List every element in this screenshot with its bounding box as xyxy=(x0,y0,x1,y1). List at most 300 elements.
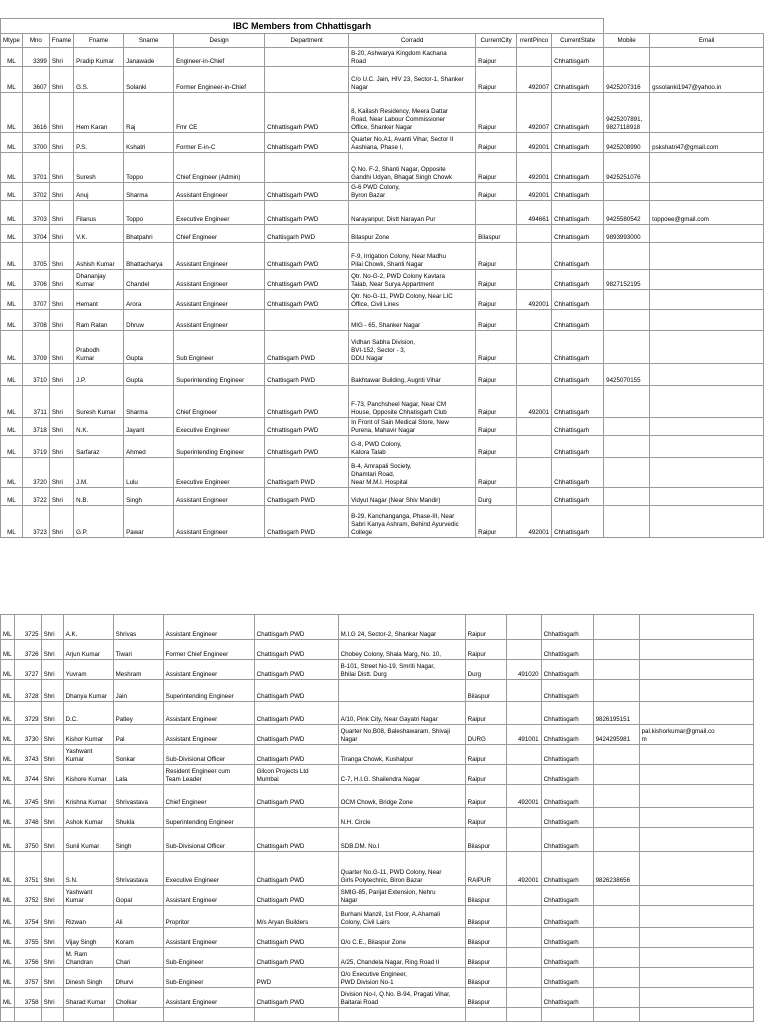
cell-department: M/s Aryan Builders xyxy=(254,906,338,928)
cell-corradd: SMIG-85, Parijat Extension, Nehru Nagar xyxy=(338,886,465,906)
cell-current-city: Raipur xyxy=(476,331,517,364)
cell-title: Shri xyxy=(49,331,73,364)
cell-design: Superintending Engineer xyxy=(163,680,254,702)
column-header-sname: Sname xyxy=(124,34,174,48)
cell-mobile xyxy=(593,765,639,785)
cell-email xyxy=(650,290,764,310)
cell-corradd: B-4, Amrapali Society, Dhamtari Road, Near M.M.I. Hospital xyxy=(349,458,476,488)
cell-mno: 3710 xyxy=(22,364,49,386)
cell-current-city: Raipur xyxy=(465,702,506,725)
table-row xyxy=(1,183,764,201)
cell-email xyxy=(639,906,753,928)
cell-title: Shri xyxy=(49,418,73,436)
cell-mobile: 9425070155 xyxy=(604,364,650,386)
cell-current-state: Chhattisgarh xyxy=(541,808,593,828)
cell-current-state: Chhattisgarh xyxy=(541,680,593,702)
cell-corradd: 8, Kailash Residency, Meera Dattar Road, Near Labour Commissioner Office, Shanker Nagar xyxy=(349,93,476,133)
cell-current-state: Chhattisgarh xyxy=(552,506,604,538)
cell-fname: Krishna Kumar xyxy=(63,785,113,808)
cell-corradd: Qtr. No-G-11, PWD Colony, Near LIC Office, Civil Lines xyxy=(349,290,476,310)
cell-mno: 3752 xyxy=(14,886,41,906)
cell-title: Shri xyxy=(41,745,63,765)
cell-mno: 3704 xyxy=(22,225,49,243)
cell-pincode xyxy=(506,886,541,906)
cell-design: Chief Engineer xyxy=(163,785,254,808)
cell-fname: J.P. xyxy=(74,364,124,386)
cell-current-state: Chhattisgarh xyxy=(541,725,593,745)
cell-fname: Kishor Kumar xyxy=(63,725,113,745)
column-header-current-city: CurrentCity xyxy=(476,34,517,48)
cell-design: Sub Engineer xyxy=(174,331,265,364)
cell-sname: Gopal xyxy=(113,886,163,906)
cell-design: Assistant Engineer xyxy=(174,243,265,270)
cell-fname: P.S. xyxy=(74,133,124,153)
cell-current-state xyxy=(541,1008,593,1022)
cell-department xyxy=(254,1008,338,1022)
cell-current-state: Chhattisgarh xyxy=(552,225,604,243)
table-row xyxy=(1,93,764,133)
cell-fname: Hem Karan xyxy=(74,93,124,133)
cell-pincode xyxy=(517,243,552,270)
cell-sname: Raj xyxy=(124,93,174,133)
cell-design: Executive Engineer xyxy=(174,458,265,488)
cell-design: Chief Engineer (Admin) xyxy=(174,153,265,183)
cell-current-state: Chhattisgarh xyxy=(552,418,604,436)
cell-pincode: 492001 xyxy=(517,506,552,538)
cell-corradd: Vidhan Sabha Division, BVI-152, Sector - 3, DDU Nagar xyxy=(349,331,476,364)
cell-corradd: C/o U.C. Jain, HIV 23, Sector-1, Shanker Nagar xyxy=(349,67,476,93)
cell-email xyxy=(639,852,753,886)
cell-current-city: Raipur xyxy=(476,310,517,331)
cell-corradd: Tiranga Chowk, Kushalpur xyxy=(338,745,465,765)
cell-corradd: Quarter No.B08, Baleshawaram, Shivaji Nagar xyxy=(338,725,465,745)
cell-mno: 3728 xyxy=(14,680,41,702)
cell-corradd xyxy=(338,680,465,702)
cell-design: Former E-in-C xyxy=(174,133,265,153)
cell-pincode: 492001 xyxy=(506,852,541,886)
cell-pincode xyxy=(517,225,552,243)
cell-current-city: Bilaspur xyxy=(465,906,506,928)
table-row xyxy=(1,640,754,660)
table-row xyxy=(1,270,764,290)
cell-current-state: Chhattisgarh xyxy=(541,948,593,968)
cell-design: Assistant Engineer xyxy=(174,506,265,538)
cell-sname: Shukla xyxy=(113,808,163,828)
cell-corradd: Quarter No.A1, Avanti Vihar, Sector II Aashiana, Phase I, xyxy=(349,133,476,153)
cell-department: Chattisgarh PWD xyxy=(265,506,349,538)
cell-fname: G.P. xyxy=(74,506,124,538)
cell-design: Assistant Engineer xyxy=(174,270,265,290)
header-row xyxy=(1,34,764,48)
cell-current-state: Chhattisgarh xyxy=(552,201,604,225)
cell-title: Shri xyxy=(49,290,73,310)
table-row xyxy=(1,906,754,928)
cell-design: Assistant Engineer xyxy=(163,886,254,906)
column-header-mobile: Mobile xyxy=(604,34,650,48)
cell-current-state: Chhattisgarh xyxy=(541,702,593,725)
cell-mobile xyxy=(593,615,639,640)
cell-sname: Patley xyxy=(113,702,163,725)
column-header-mtype: Mtype xyxy=(1,34,23,48)
cell-design: Assistant Engineer xyxy=(163,702,254,725)
cell-mobile xyxy=(593,928,639,948)
cell-fname: Yuvram xyxy=(63,660,113,680)
cell-corradd: G-8, PWD Colony, Katora Talab xyxy=(349,436,476,458)
cell-mobile: 9893993000 xyxy=(604,225,650,243)
cell-corradd: B-20, Ashwarya Kingdom Kachana Road xyxy=(349,48,476,67)
cell-department: Chhattisgarh PWD xyxy=(265,93,349,133)
page-title: IBC Members from Chhattisgarh xyxy=(1,19,604,34)
cell-current-state: Chhattisgarh xyxy=(552,67,604,93)
table-row xyxy=(1,725,754,745)
cell-sname: Janawade xyxy=(124,48,174,67)
cell-sname: Chandel xyxy=(124,270,174,290)
cell-corradd: F-9, Irrigation Colony, Near Madhu Pilai Chowk, Shanti Nagar xyxy=(349,243,476,270)
table-row xyxy=(1,331,764,364)
cell-mtype: ML xyxy=(1,660,15,680)
cell-mobile xyxy=(593,808,639,828)
cell-current-city: Raipur xyxy=(476,418,517,436)
members-table-top xyxy=(0,18,764,538)
cell-pincode xyxy=(517,458,552,488)
cell-current-state: Chhattisgarh xyxy=(552,436,604,458)
cell-sname: Pawar xyxy=(124,506,174,538)
cell-department: Chattisgarh PWD xyxy=(254,680,338,702)
cell-email xyxy=(650,153,764,183)
cell-mno: 3720 xyxy=(22,458,49,488)
cell-email xyxy=(639,615,753,640)
cell-current-city: Bilaspur xyxy=(465,680,506,702)
cell-title: Shri xyxy=(41,615,63,640)
cell-mobile xyxy=(604,386,650,418)
cell-pincode xyxy=(506,680,541,702)
cell-pincode xyxy=(506,702,541,725)
cell-mno: 3399 xyxy=(22,48,49,67)
cell-sname: Tiwari xyxy=(113,640,163,660)
cell-department: Chattisgarh PWD xyxy=(265,458,349,488)
cell-pincode xyxy=(506,745,541,765)
cell-pincode xyxy=(517,436,552,458)
cell-mtype: ML xyxy=(1,988,15,1008)
cell-pincode: 492001 xyxy=(517,183,552,201)
cell-current-city: Raipur xyxy=(476,270,517,290)
cell-department xyxy=(254,808,338,828)
cell-current-state: Chhattisgarh xyxy=(552,458,604,488)
cell-design: Executive Engineer xyxy=(174,418,265,436)
cell-title: Shri xyxy=(49,436,73,458)
cell-pincode xyxy=(517,310,552,331)
cell-pincode xyxy=(506,828,541,852)
table-row xyxy=(1,785,754,808)
cell-fname: N.K. xyxy=(74,418,124,436)
cell-design: Resident Engineer cum Team Leader xyxy=(163,765,254,785)
cell-pincode: 492001 xyxy=(506,785,541,808)
cell-current-city: Raipur xyxy=(476,183,517,201)
cell-department: Chattisgarh PWD xyxy=(254,948,338,968)
cell-email xyxy=(650,243,764,270)
cell-email xyxy=(639,680,753,702)
cell-mobile: 9425207891, 9827118918 xyxy=(604,93,650,133)
cell-department: Chhattisgarh PWD xyxy=(265,436,349,458)
cell-mobile xyxy=(604,243,650,270)
cell-pincode: 492007 xyxy=(517,67,552,93)
cell-current-state: Chhattisgarh xyxy=(541,928,593,948)
cell-email xyxy=(639,745,753,765)
table-row xyxy=(1,615,754,640)
cell-email xyxy=(650,183,764,201)
cell-mobile xyxy=(593,886,639,906)
cell-mobile xyxy=(593,948,639,968)
cell-title: Shri xyxy=(41,948,63,968)
cell-sname: Bhattacharya xyxy=(124,243,174,270)
cell-sname: Bhatpahri xyxy=(124,225,174,243)
cell-department: Chattisgarh PWD xyxy=(254,702,338,725)
cell-mtype: ML xyxy=(1,133,23,153)
cell-mno: 3756 xyxy=(14,948,41,968)
cell-current-city: Raipur xyxy=(465,615,506,640)
cell-mobile: 9425208990 xyxy=(604,133,650,153)
cell-sname: Gupta xyxy=(124,331,174,364)
cell-corradd: F-73, Panchsheel Nagar, Near CM House, Opposite Chhatisgarh Club xyxy=(349,386,476,418)
column-header-email: Email xyxy=(650,34,764,48)
cell-title: Shri xyxy=(49,270,73,290)
cell-sname: Toppo xyxy=(124,201,174,225)
cell-mobile xyxy=(593,785,639,808)
cell-email xyxy=(650,386,764,418)
cell-email xyxy=(639,1008,753,1022)
table-row xyxy=(1,745,754,765)
cell-email xyxy=(650,458,764,488)
cell-design: Propritor xyxy=(163,906,254,928)
cell-design xyxy=(163,1008,254,1022)
table-row xyxy=(1,968,754,988)
cell-mtype: ML xyxy=(1,725,15,745)
cell-corradd: Quarter No.G-11, PWD Colony, Near Girls Polytechnic, Biron Bazar xyxy=(338,852,465,886)
cell-mtype: ML xyxy=(1,828,15,852)
cell-title: Shri xyxy=(49,153,73,183)
cell-department xyxy=(265,67,349,93)
cell-mobile: 9425207316 xyxy=(604,67,650,93)
cell-pincode xyxy=(506,640,541,660)
cell-fname: Rizwan xyxy=(63,906,113,928)
cell-pincode xyxy=(517,270,552,290)
cell-department: Chattisgarh PWD xyxy=(265,225,349,243)
cell-title: Shri xyxy=(41,886,63,906)
cell-mno: 3743 xyxy=(14,745,41,765)
cell-pincode xyxy=(506,615,541,640)
cell-current-state: Chhattisgarh xyxy=(541,785,593,808)
cell-pincode xyxy=(506,948,541,968)
cell-pincode xyxy=(517,418,552,436)
column-header-pincode: rrentPinco xyxy=(517,34,552,48)
cell-current-city: Bilaspur xyxy=(465,886,506,906)
cell-pincode: 492007 xyxy=(517,93,552,133)
cell-sname: Singh xyxy=(124,488,174,506)
cell-current-city xyxy=(465,1008,506,1022)
cell-mtype: ML xyxy=(1,785,15,808)
column-header-mno: Mno xyxy=(22,34,49,48)
cell-title: Shri xyxy=(49,488,73,506)
cell-design: Assistant Engineer xyxy=(163,725,254,745)
cell-email: gssolanki1947@yahoo.in xyxy=(650,67,764,93)
cell-design: Former Chief Engineer xyxy=(163,640,254,660)
cell-current-state: Chhattisgarh xyxy=(541,828,593,852)
cell-title: Shri xyxy=(49,93,73,133)
cell-email xyxy=(650,310,764,331)
cell-current-city: Durg xyxy=(465,660,506,680)
table-row xyxy=(1,680,754,702)
cell-fname: Dhananjay Kumar xyxy=(74,270,124,290)
cell-mno: 3703 xyxy=(22,201,49,225)
cell-department: Gilcon Projects Ltd Mumbai xyxy=(254,765,338,785)
table-row xyxy=(1,928,754,948)
cell-corradd: Chobey Colony, Shala Marg, No. 10, xyxy=(338,640,465,660)
cell-mno: 3711 xyxy=(22,386,49,418)
cell-fname: Filanus xyxy=(74,201,124,225)
cell-fname: Suresh Kumar xyxy=(74,386,124,418)
cell-pincode xyxy=(506,808,541,828)
cell-pincode: 494661 xyxy=(517,201,552,225)
cell-department: Chattisgarh PWD xyxy=(265,331,349,364)
cell-mno: 3758 xyxy=(14,988,41,1008)
cell-mobile xyxy=(604,436,650,458)
cell-department: Chattisgarh PWD xyxy=(254,785,338,808)
cell-mtype: ML xyxy=(1,702,15,725)
cell-current-state: Chhattisgarh xyxy=(552,331,604,364)
cell-mno: 3607 xyxy=(22,67,49,93)
cell-sname: Lulu xyxy=(124,458,174,488)
title-blank xyxy=(604,19,764,34)
cell-title: Shri xyxy=(49,225,73,243)
cell-sname: Dhruw xyxy=(124,310,174,331)
cell-mtype: ML xyxy=(1,201,23,225)
cell-corradd: M.I.G 24, Sector-2, Shankar Nagar xyxy=(338,615,465,640)
cell-design: Sub-Divisional Officer xyxy=(163,745,254,765)
cell-corradd: SDB.DM. No.I xyxy=(338,828,465,852)
cell-design: Assistant Engineer xyxy=(174,290,265,310)
cell-fname: Ashish Kumar xyxy=(74,243,124,270)
cell-current-city: Durg xyxy=(476,488,517,506)
cell-mobile xyxy=(604,48,650,67)
table-row xyxy=(1,765,754,785)
cell-sname: Chari xyxy=(113,948,163,968)
cell-mtype: ML xyxy=(1,290,23,310)
cell-department xyxy=(265,310,349,331)
cell-email xyxy=(650,418,764,436)
cell-mtype: ML xyxy=(1,225,23,243)
cell-design: Engineer-in-Chief xyxy=(174,48,265,67)
cell-design: Assistant Engineer xyxy=(163,928,254,948)
cell-sname: Cholkar xyxy=(113,988,163,1008)
table-row xyxy=(1,702,754,725)
cell-email xyxy=(639,785,753,808)
cell-mno: 3718 xyxy=(22,418,49,436)
cell-current-state: Chhattisgarh xyxy=(541,886,593,906)
cell-fname: Suresh xyxy=(74,153,124,183)
cell-mobile xyxy=(593,640,639,660)
cell-corradd: B-101, Street No-19, Smriti Nagar, Bhilai Distt. Durg xyxy=(338,660,465,680)
cell-mno: 3725 xyxy=(14,615,41,640)
cell-mobile: 9826195151 xyxy=(593,702,639,725)
cell-mobile xyxy=(604,310,650,331)
cell-fname: Dhanya Kumar xyxy=(63,680,113,702)
cell-mno: 3748 xyxy=(14,808,41,828)
cell-department: Chhattisgarh PWD xyxy=(265,133,349,153)
cell-sname: Shrivastava xyxy=(113,785,163,808)
cell-current-city: Raipur xyxy=(476,506,517,538)
cell-title: Shri xyxy=(41,725,63,745)
table-row xyxy=(1,364,764,386)
cell-fname: Yashwant Kumar xyxy=(63,886,113,906)
cell-sname: Sonkar xyxy=(113,745,163,765)
cell-corradd xyxy=(338,1008,465,1022)
cell-design: Assistant Engineer xyxy=(174,183,265,201)
cell-title: Shri xyxy=(49,133,73,153)
cell-current-state: Chhattisgarh xyxy=(552,133,604,153)
cell-fname: J.M. xyxy=(74,458,124,488)
cell-sname: Koram xyxy=(113,928,163,948)
cell-fname: A.K. xyxy=(63,615,113,640)
cell-fname xyxy=(63,1008,113,1022)
cell-fname: M. Ram Chandran xyxy=(63,948,113,968)
cell-mobile xyxy=(604,418,650,436)
cell-current-state: Chhattisgarh xyxy=(541,968,593,988)
cell-mobile xyxy=(604,458,650,488)
cell-current-state: Chhattisgarh xyxy=(541,906,593,928)
cell-pincode xyxy=(506,765,541,785)
cell-mtype: ML xyxy=(1,458,23,488)
cell-pincode: 491001 xyxy=(506,725,541,745)
cell-current-city: Raipur xyxy=(476,133,517,153)
cell-fname: Sarfaraz xyxy=(74,436,124,458)
cell-title: Shri xyxy=(41,702,63,725)
cell-email xyxy=(639,968,753,988)
column-header-current-state: CurrentState xyxy=(552,34,604,48)
cell-email: pal.kishorkumar@gmail.co m xyxy=(639,725,753,745)
cell-title: Shri xyxy=(49,201,73,225)
cell-mno: 3754 xyxy=(14,906,41,928)
table-row xyxy=(1,67,764,93)
cell-pincode xyxy=(506,1008,541,1022)
cell-email xyxy=(639,928,753,948)
table-row xyxy=(1,886,754,906)
cell-mobile xyxy=(593,968,639,988)
cell-mno: 3705 xyxy=(22,243,49,270)
cell-sname: Jayant xyxy=(124,418,174,436)
cell-pincode xyxy=(517,48,552,67)
cell-mtype: ML xyxy=(1,418,23,436)
cell-current-city: Raipur xyxy=(465,808,506,828)
cell-mno: 3616 xyxy=(22,93,49,133)
cell-current-city: Raipur xyxy=(476,436,517,458)
table-row xyxy=(1,310,764,331)
cell-department: Chhattisgarh PWD xyxy=(265,243,349,270)
cell-title: Shri xyxy=(41,660,63,680)
cell-email xyxy=(650,506,764,538)
table-row xyxy=(1,948,754,968)
cell-current-state: Chhattisgarh xyxy=(541,988,593,1008)
column-header-design: Design xyxy=(174,34,265,48)
table-row xyxy=(1,808,754,828)
cell-corradd: C-7, H.I.G. Shailendra Nagar xyxy=(338,765,465,785)
table-row xyxy=(1,828,754,852)
cell-current-state: Chhattisgarh xyxy=(541,745,593,765)
cell-title: Shri xyxy=(41,906,63,928)
cell-mobile xyxy=(593,660,639,680)
cell-corradd: O/o C.E., Bilaspur Zone xyxy=(338,928,465,948)
cell-email xyxy=(639,886,753,906)
cell-title: Shri xyxy=(49,310,73,331)
